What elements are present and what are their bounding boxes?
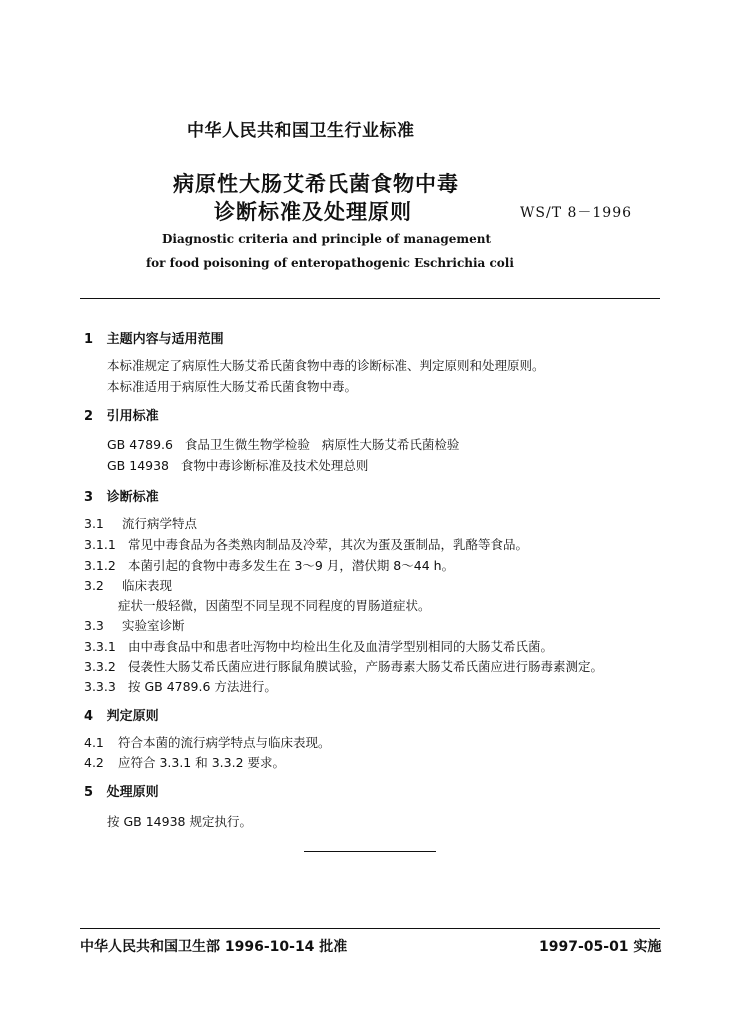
section-1-heading	[84, 328, 224, 347]
section-5-heading	[84, 781, 159, 800]
section-title: 引用标准	[106, 409, 159, 424]
end-divider	[304, 851, 436, 852]
clause-text: 流行病学特点	[121, 516, 197, 531]
clause-3-1	[84, 514, 197, 532]
english-title-line-1: Diagnostic criteria and principle of management	[162, 232, 492, 246]
clause-text: 实验室诊断	[121, 618, 185, 633]
paragraph: 按 GB 14938 规定执行。	[107, 814, 252, 829]
section-title: 诊断标准	[106, 490, 159, 505]
reference-item: GB 14938 食物中毒诊断标准及技术处理总则	[107, 458, 369, 473]
paragraph: 本标准适用于病原性大肠艾希氏菌食物中毒。	[107, 379, 358, 394]
english-title-line-2: for food poisoning of enteropathogenic Eschrichia coli	[146, 256, 514, 270]
footer-divider	[80, 928, 660, 929]
clause-number: 3.1	[84, 516, 104, 531]
clause-3-1-2	[84, 556, 454, 574]
section-title: 判定原则	[106, 709, 159, 724]
approval-line: 中华人民共和国卫生部 1996-10-14 批准	[80, 939, 348, 955]
section-number: 4	[84, 709, 94, 724]
clause-text: 符合本菌的流行病学特点与临床表现。	[117, 735, 331, 750]
clause-4-2	[84, 753, 285, 771]
section-number: 5	[84, 785, 94, 800]
section-number: 1	[84, 332, 94, 347]
clause-text: 临床表现	[121, 578, 172, 593]
clause-number: 3.3.1	[84, 639, 116, 654]
section-title: 处理原则	[106, 785, 159, 800]
clause-number: 4.2	[84, 755, 104, 770]
clause-number: 4.1	[84, 735, 104, 750]
implementation-date: 1997-05-01 实施	[539, 939, 662, 955]
clause-3-3-2	[84, 657, 603, 675]
paragraph: 本标准规定了病原性大肠艾希氏菌食物中毒的诊断标准、判定原则和处理原则。	[107, 358, 545, 373]
clause-number: 3.2	[84, 578, 104, 593]
section-2-heading	[84, 405, 159, 424]
clause-text: 应符合 3.3.1 和 3.3.2 要求。	[117, 755, 285, 770]
clause-number: 3.3	[84, 618, 104, 633]
title-line-1: 病原性大肠艾希氏菌食物中毒	[173, 172, 459, 196]
section-3-heading	[84, 486, 159, 505]
section-4-heading	[84, 705, 159, 724]
clause-4-1	[84, 733, 331, 751]
clause-3-3-1	[84, 637, 553, 655]
clause-text: 侵袭性大肠艾希氏菌应进行豚鼠角膜试验，产肠毒素大肠艾希氏菌应进行肠毒素测定。	[127, 659, 603, 674]
issuing-body: 中华人民共和国卫生行业标准	[187, 121, 415, 141]
standard-code: WS/T 8－1996	[520, 205, 633, 221]
clause-3-2	[84, 576, 172, 594]
section-title: 主题内容与适用范围	[106, 332, 224, 347]
clause-text: 按 GB 4789.6 方法进行。	[127, 679, 277, 694]
clause-text: 常见中毒食品为各类熟肉制品及冷荤，其次为蛋及蛋制品，乳酪等食品。	[127, 537, 528, 552]
section-number: 3	[84, 490, 94, 505]
clause-number: 3.3.2	[84, 659, 116, 674]
section-number: 2	[84, 409, 94, 424]
paragraph: 症状一般轻微，因菌型不同呈现不同程度的胃肠道症状。	[118, 598, 431, 613]
clause-3-1-1	[84, 535, 528, 553]
clause-text: 本菌引起的食物中毒多发生在 3～9 月，潜伏期 8～44 h。	[127, 558, 455, 573]
clause-text: 由中毒食品中和患者吐泻物中均检出生化及血清学型别相同的大肠艾希氏菌。	[127, 639, 553, 654]
reference-item: GB 4789.6 食品卫生微生物学检验 病原性大肠艾希氏菌检验	[107, 437, 460, 452]
clause-number: 3.3.3	[84, 679, 116, 694]
header-divider	[80, 298, 660, 299]
clause-number: 3.1.1	[84, 537, 116, 552]
title-line-2: 诊断标准及处理原则	[214, 200, 412, 224]
clause-3-3-3	[84, 677, 277, 695]
clause-number: 3.1.2	[84, 558, 116, 573]
clause-3-3	[84, 616, 185, 634]
